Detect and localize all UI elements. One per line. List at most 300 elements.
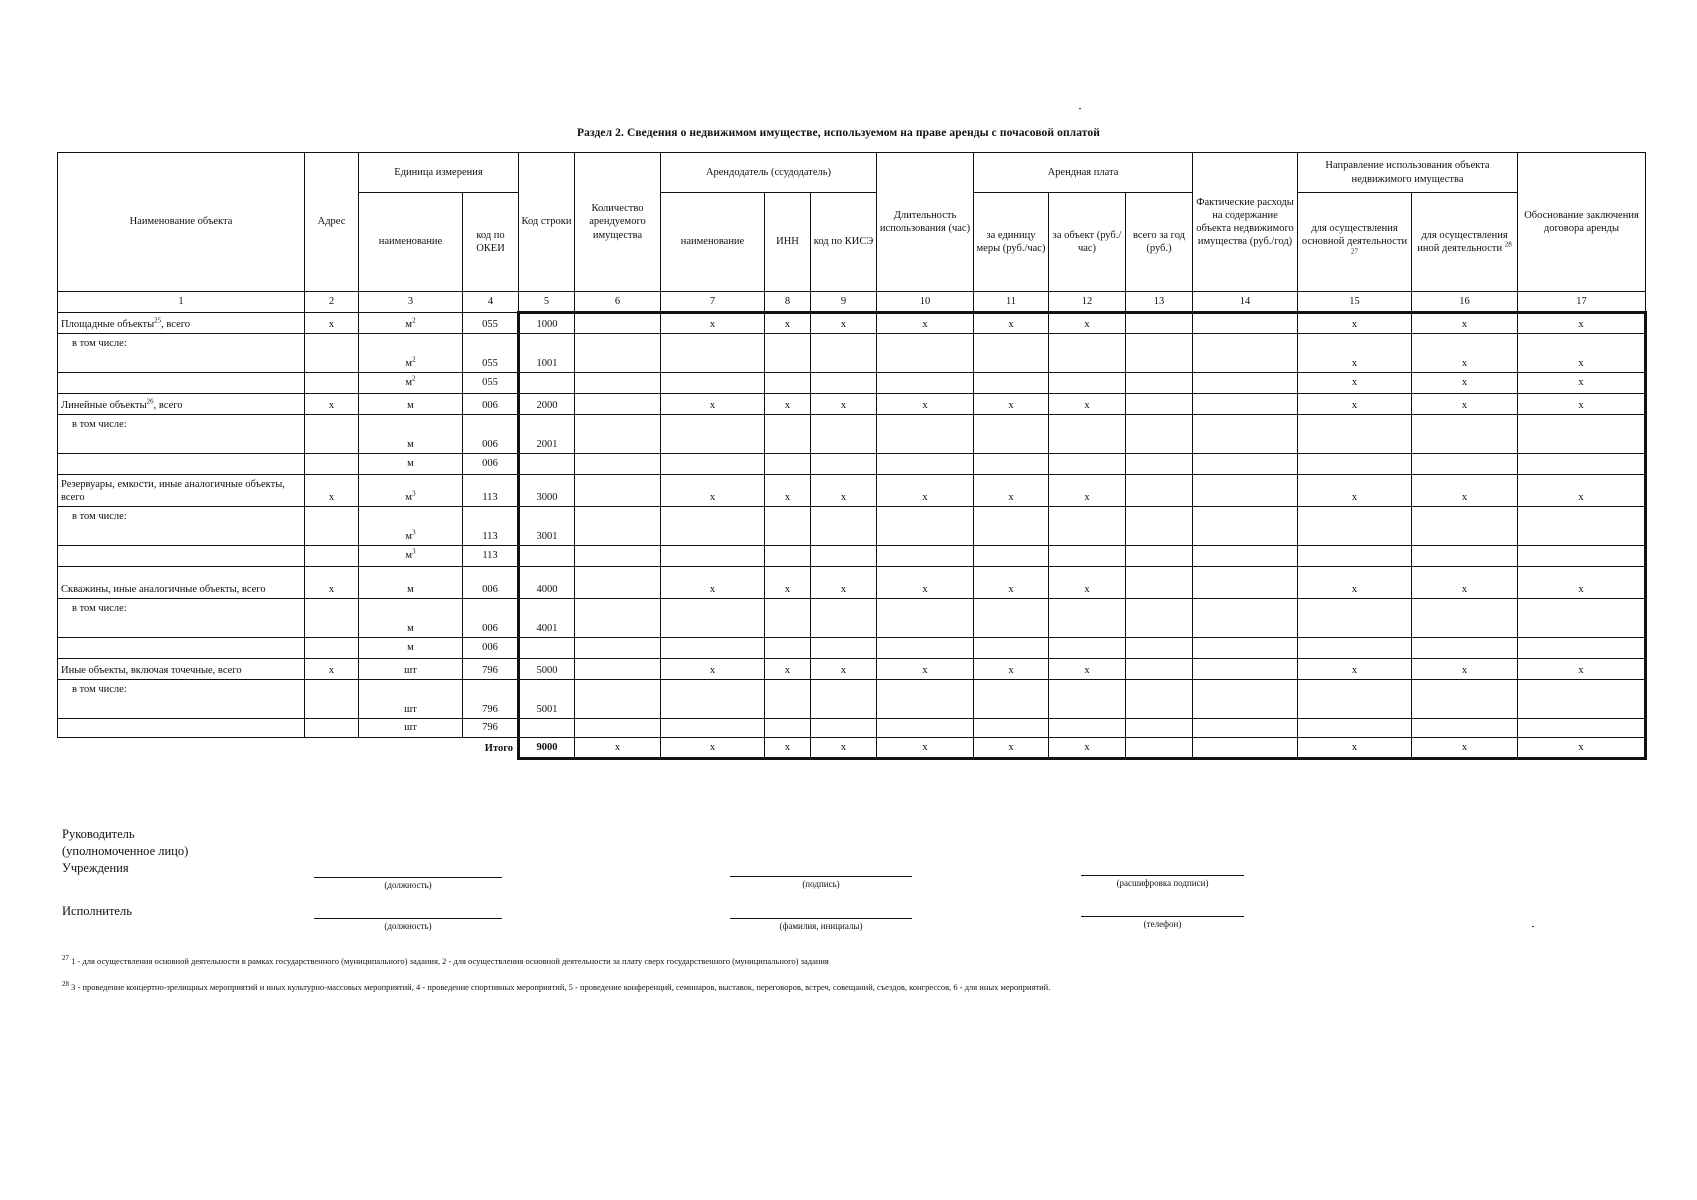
row-code: 2000 (519, 394, 575, 415)
x-mark: х (974, 475, 1049, 507)
empty-cell (519, 719, 575, 738)
okei-code: 796 (463, 719, 519, 738)
empty-cell (1298, 546, 1412, 567)
unit-cell: $м^3$ (359, 507, 463, 546)
header-name: Наименование объекта (58, 153, 305, 292)
empty-cell (575, 680, 661, 719)
empty-cell (1193, 738, 1298, 759)
empty-cell (765, 507, 811, 546)
x-mark: х (1049, 659, 1126, 680)
empty-cell (765, 415, 811, 454)
header-direction-group: Направление использования объекта недвижимого имущества (1298, 153, 1518, 193)
total-label: Итого (58, 738, 519, 759)
empty-cell (58, 454, 305, 475)
empty-cell (1193, 415, 1298, 454)
empty-cell (974, 415, 1049, 454)
empty-cell (765, 373, 811, 394)
empty-cell (575, 313, 661, 334)
empty-cell (811, 415, 877, 454)
empty-cell (661, 546, 765, 567)
x-mark: х (1518, 313, 1646, 334)
column-number: 6 (575, 292, 661, 313)
okei-code: 006 (463, 638, 519, 659)
x-mark: х (1412, 738, 1518, 759)
column-numbers-row (58, 292, 1646, 313)
x-mark: х (1298, 394, 1412, 415)
x-mark: х (1049, 567, 1126, 599)
table-row (58, 415, 1646, 454)
empty-cell (1126, 738, 1193, 759)
unit-cell: $м^2$ (359, 373, 463, 394)
sub-row-code: 5001 (519, 680, 575, 719)
x-mark: х (1412, 373, 1518, 394)
x-mark: х (1298, 738, 1412, 759)
x-mark: х (1298, 659, 1412, 680)
row-code: 5000 (519, 659, 575, 680)
x-mark: х (305, 659, 359, 680)
row-code: 4000 (519, 567, 575, 599)
x-mark: х (811, 394, 877, 415)
empty-cell (1518, 546, 1646, 567)
okei-code: 796 (463, 680, 519, 719)
x-mark: х (1049, 738, 1126, 759)
x-mark: х (765, 394, 811, 415)
header-rent-year: всего за год (руб.) (1126, 193, 1193, 292)
signature-line (730, 876, 912, 877)
header-unit-name: наименование (359, 193, 463, 292)
empty-cell (575, 638, 661, 659)
empty-cell (1193, 638, 1298, 659)
empty-cell (1126, 599, 1193, 638)
empty-cell (974, 546, 1049, 567)
empty-cell (1126, 567, 1193, 599)
x-mark: х (661, 659, 765, 680)
table-row (58, 334, 1646, 373)
empty-cell (1049, 546, 1126, 567)
column-number: 13 (1126, 292, 1193, 313)
x-mark: х (661, 475, 765, 507)
okei-code: 055 (463, 313, 519, 334)
empty-cell (1193, 313, 1298, 334)
object-name: Площадные объекты$^{25}$, всего (58, 313, 305, 334)
empty-cell (1193, 719, 1298, 738)
empty-cell (661, 454, 765, 475)
empty-cell (1412, 454, 1518, 475)
table-row (58, 313, 1646, 334)
empty-cell (1298, 638, 1412, 659)
unit-cell: $м^2$ (359, 334, 463, 373)
x-mark: х (811, 738, 877, 759)
empty-cell (305, 546, 359, 567)
unit-cell: м (359, 599, 463, 638)
empty-cell (1193, 680, 1298, 719)
empty-cell (1126, 638, 1193, 659)
table-row (58, 638, 1646, 659)
empty-cell (765, 454, 811, 475)
x-mark: х (661, 394, 765, 415)
empty-cell (58, 638, 305, 659)
empty-cell (877, 334, 974, 373)
empty-cell (1412, 719, 1518, 738)
okei-code: 006 (463, 415, 519, 454)
empty-cell (1049, 680, 1126, 719)
header-justification: Обоснование заключения договора аренды (1518, 153, 1646, 292)
empty-cell (1126, 475, 1193, 507)
table-row (58, 454, 1646, 475)
empty-cell (305, 334, 359, 373)
unit-cell: м (359, 567, 463, 599)
table-row (58, 659, 1646, 680)
unit-cell: м (359, 415, 463, 454)
unit-cell: шт (359, 719, 463, 738)
empty-cell (661, 599, 765, 638)
empty-cell (765, 599, 811, 638)
x-mark: х (1298, 373, 1412, 394)
empty-cell (575, 567, 661, 599)
object-name: Резервуары, емкости, иные аналогичные объекты, всего (58, 475, 305, 507)
empty-cell (305, 415, 359, 454)
empty-cell (765, 680, 811, 719)
empty-cell (58, 373, 305, 394)
empty-cell (1126, 313, 1193, 334)
signature-caption: (подпись) (802, 879, 840, 889)
empty-cell (305, 638, 359, 659)
empty-cell (1412, 546, 1518, 567)
empty-cell (575, 415, 661, 454)
empty-cell (1518, 719, 1646, 738)
row-code: 3000 (519, 475, 575, 507)
empty-cell (811, 546, 877, 567)
empty-cell (1126, 719, 1193, 738)
empty-cell (1193, 475, 1298, 507)
x-mark: х (811, 475, 877, 507)
empty-cell (661, 680, 765, 719)
footnote-28: $^{28}$ 3 - проведение концертно-зрелищных мероприятий и иных культурно-массовых мероприятий, 4 - проведение спортивных мероприятий, 5 - проведение конференций, семинаров, выставок, переговоров, встреч, совещаний, съездов, конгрессов, 6 - для иных мероприятий. (62, 980, 1051, 992)
x-mark: х (1412, 659, 1518, 680)
empty-cell (811, 638, 877, 659)
empty-cell (1126, 454, 1193, 475)
empty-cell (1193, 546, 1298, 567)
x-mark: х (1518, 394, 1646, 415)
header-direction-other: для осуществления иной деятельности $^{28}$ (1412, 193, 1518, 292)
empty-cell (519, 373, 575, 394)
column-number: 16 (1412, 292, 1518, 313)
empty-cell (519, 454, 575, 475)
table-row (58, 599, 1646, 638)
empty-cell (1518, 454, 1646, 475)
empty-cell (1193, 659, 1298, 680)
empty-cell (1126, 680, 1193, 719)
header-lessor-group: Арендодатель (ссудодатель) (661, 153, 877, 193)
empty-cell (305, 599, 359, 638)
object-name: Скважины, иные аналогичные объекты, всего (58, 567, 305, 599)
empty-cell (575, 475, 661, 507)
x-mark: х (974, 738, 1049, 759)
empty-cell (1298, 680, 1412, 719)
header-lessor-name: наименование (661, 193, 765, 292)
sub-row-code: 1001 (519, 334, 575, 373)
decoding-caption: (расшифровка подписи) (1116, 878, 1209, 888)
empty-cell (1126, 334, 1193, 373)
x-mark: х (1518, 475, 1646, 507)
header-kise: код по КИСЭ (811, 193, 877, 292)
empty-cell (877, 546, 974, 567)
x-mark: х (974, 567, 1049, 599)
okei-code: 055 (463, 373, 519, 394)
okei-code: 006 (463, 454, 519, 475)
table-row (58, 507, 1646, 546)
position-line (314, 877, 502, 878)
empty-cell (661, 638, 765, 659)
empty-cell (1049, 373, 1126, 394)
empty-cell (661, 719, 765, 738)
empty-cell (765, 546, 811, 567)
empty-cell (575, 599, 661, 638)
empty-cell (877, 415, 974, 454)
empty-cell (575, 334, 661, 373)
object-name: Иные объекты, включая точечные, всего (58, 659, 305, 680)
empty-cell (877, 719, 974, 738)
section-title: Раздел 2. Сведения о недвижимом имуществе, используемом на праве аренды с почасовой оплатой (577, 127, 1100, 139)
scan-speck (1532, 926, 1534, 927)
empty-cell (1193, 507, 1298, 546)
x-mark: х (1049, 313, 1126, 334)
header-expenses: Фактические расходы на содержание объекта недвижимого имущества (руб./год) (1193, 153, 1298, 292)
empty-cell (661, 334, 765, 373)
empty-cell (305, 454, 359, 475)
empty-cell (877, 680, 974, 719)
empty-cell (575, 373, 661, 394)
empty-cell (1193, 334, 1298, 373)
empty-cell (519, 638, 575, 659)
sub-row-code: 3001 (519, 507, 575, 546)
okei-code: 006 (463, 599, 519, 638)
empty-cell (305, 373, 359, 394)
x-mark: х (661, 567, 765, 599)
empty-cell (877, 507, 974, 546)
empty-cell (974, 507, 1049, 546)
empty-cell (1126, 415, 1193, 454)
column-number: 14 (1193, 292, 1298, 313)
table-row (58, 373, 1646, 394)
okei-code: 796 (463, 659, 519, 680)
empty-cell (1298, 719, 1412, 738)
empty-cell (877, 454, 974, 475)
x-mark: х (811, 313, 877, 334)
unit-cell: м (359, 638, 463, 659)
empty-cell (974, 454, 1049, 475)
x-mark: х (661, 313, 765, 334)
unit-cell: шт (359, 659, 463, 680)
column-number: 4 (463, 292, 519, 313)
x-mark: х (1298, 567, 1412, 599)
column-number: 3 (359, 292, 463, 313)
x-mark: х (1518, 567, 1646, 599)
empty-cell (811, 680, 877, 719)
column-number: 9 (811, 292, 877, 313)
subtotal-label: в том числе: (58, 599, 305, 638)
head-label: Руководитель (уполномоченное лицо) Учреждения (62, 827, 189, 875)
empty-cell (974, 334, 1049, 373)
row-code: 1000 (519, 313, 575, 334)
x-mark: х (1518, 659, 1646, 680)
empty-cell (1412, 638, 1518, 659)
subtotal-label: в том числе: (58, 415, 305, 454)
x-mark: х (305, 475, 359, 507)
fio-line (730, 918, 912, 919)
empty-cell (661, 415, 765, 454)
okei-code: 113 (463, 546, 519, 567)
empty-cell (974, 719, 1049, 738)
empty-cell (974, 373, 1049, 394)
empty-cell (305, 719, 359, 738)
empty-cell (811, 334, 877, 373)
empty-cell (661, 507, 765, 546)
x-mark: х (974, 394, 1049, 415)
column-number: 5 (519, 292, 575, 313)
x-mark: х (1412, 567, 1518, 599)
x-mark: х (1298, 313, 1412, 334)
empty-cell (1298, 507, 1412, 546)
empty-cell (58, 719, 305, 738)
x-mark: х (811, 567, 877, 599)
x-mark: х (974, 313, 1049, 334)
table-row (58, 394, 1646, 415)
object-name: Линейные объекты$^{26}$, всего (58, 394, 305, 415)
column-number: 17 (1518, 292, 1646, 313)
table-row (58, 546, 1646, 567)
x-mark: х (765, 475, 811, 507)
empty-cell (1412, 507, 1518, 546)
empty-cell (575, 454, 661, 475)
empty-cell (575, 719, 661, 738)
x-mark: х (974, 659, 1049, 680)
empty-cell (1412, 599, 1518, 638)
unit-cell: $м^2$ (359, 313, 463, 334)
property-table (57, 152, 1647, 760)
empty-cell (877, 373, 974, 394)
empty-cell (519, 546, 575, 567)
x-mark: х (877, 475, 974, 507)
x-mark: х (877, 567, 974, 599)
unit-cell: $м^3$ (359, 546, 463, 567)
empty-cell (1049, 415, 1126, 454)
empty-cell (811, 719, 877, 738)
x-mark: х (765, 738, 811, 759)
empty-cell (305, 680, 359, 719)
x-mark: х (1412, 334, 1518, 373)
empty-cell (974, 680, 1049, 719)
empty-cell (575, 659, 661, 680)
empty-cell (1049, 719, 1126, 738)
column-number: 11 (974, 292, 1049, 313)
x-mark: х (1518, 373, 1646, 394)
header-duration: Длительность использования (час) (877, 153, 974, 292)
x-mark: х (877, 738, 974, 759)
sub-row-code: 4001 (519, 599, 575, 638)
total-code: 9000 (519, 738, 575, 759)
fio-caption: (фамилия, инициалы) (779, 921, 863, 931)
empty-cell (1126, 546, 1193, 567)
empty-cell (1518, 507, 1646, 546)
okei-code: 113 (463, 507, 519, 546)
empty-cell (1298, 415, 1412, 454)
x-mark: х (1298, 334, 1412, 373)
empty-cell (305, 507, 359, 546)
phone-line (1081, 916, 1244, 917)
subtotal-label: в том числе: (58, 507, 305, 546)
x-mark: х (1518, 738, 1646, 759)
column-number: 8 (765, 292, 811, 313)
x-mark: х (1298, 475, 1412, 507)
empty-cell (765, 638, 811, 659)
empty-cell (1298, 454, 1412, 475)
x-mark: х (305, 394, 359, 415)
subtotal-label: в том числе: (58, 334, 305, 373)
header-unit-code: код по ОКЕИ (463, 193, 519, 292)
empty-cell (1049, 454, 1126, 475)
empty-cell (1126, 507, 1193, 546)
column-number: 12 (1049, 292, 1126, 313)
empty-cell (1412, 680, 1518, 719)
table-row (58, 567, 1646, 599)
column-number: 15 (1298, 292, 1412, 313)
position2-line (314, 918, 502, 919)
x-mark: х (1518, 334, 1646, 373)
position-caption: (должность) (384, 880, 432, 890)
unit-cell: шт (359, 680, 463, 719)
empty-cell (877, 638, 974, 659)
x-mark: х (1412, 394, 1518, 415)
executor-label: Исполнитель (62, 904, 132, 918)
x-mark: х (1049, 475, 1126, 507)
x-mark: х (877, 313, 974, 334)
empty-cell (1518, 680, 1646, 719)
empty-cell (1126, 373, 1193, 394)
x-mark: х (305, 567, 359, 599)
empty-cell (811, 454, 877, 475)
empty-cell (575, 546, 661, 567)
empty-cell (1049, 599, 1126, 638)
empty-cell (1193, 599, 1298, 638)
x-mark: х (575, 738, 661, 759)
sub-row-code: 2001 (519, 415, 575, 454)
x-mark: х (877, 394, 974, 415)
empty-cell (765, 334, 811, 373)
decoding-line (1081, 875, 1244, 876)
unit-cell: м (359, 394, 463, 415)
empty-cell (1518, 599, 1646, 638)
empty-cell (58, 546, 305, 567)
empty-cell (1126, 394, 1193, 415)
unit-cell: $м^3$ (359, 475, 463, 507)
total-row (58, 738, 1646, 759)
table-row (58, 719, 1646, 738)
footnote-27: $^{27}$ 1 - для осуществления основной деятельности в рамках государственного (муниципального) задания, 2 - для осуществления основной деятельности за плату сверх государственного (муниципального) задания (62, 954, 829, 966)
empty-cell (1298, 599, 1412, 638)
table-row (58, 680, 1646, 719)
okei-code: 006 (463, 394, 519, 415)
empty-cell (974, 638, 1049, 659)
x-mark: х (811, 659, 877, 680)
empty-cell (1049, 638, 1126, 659)
empty-cell (1049, 334, 1126, 373)
column-number: 10 (877, 292, 974, 313)
header-address: Адрес (305, 153, 359, 292)
empty-cell (1193, 394, 1298, 415)
empty-cell (811, 507, 877, 546)
empty-cell (974, 599, 1049, 638)
